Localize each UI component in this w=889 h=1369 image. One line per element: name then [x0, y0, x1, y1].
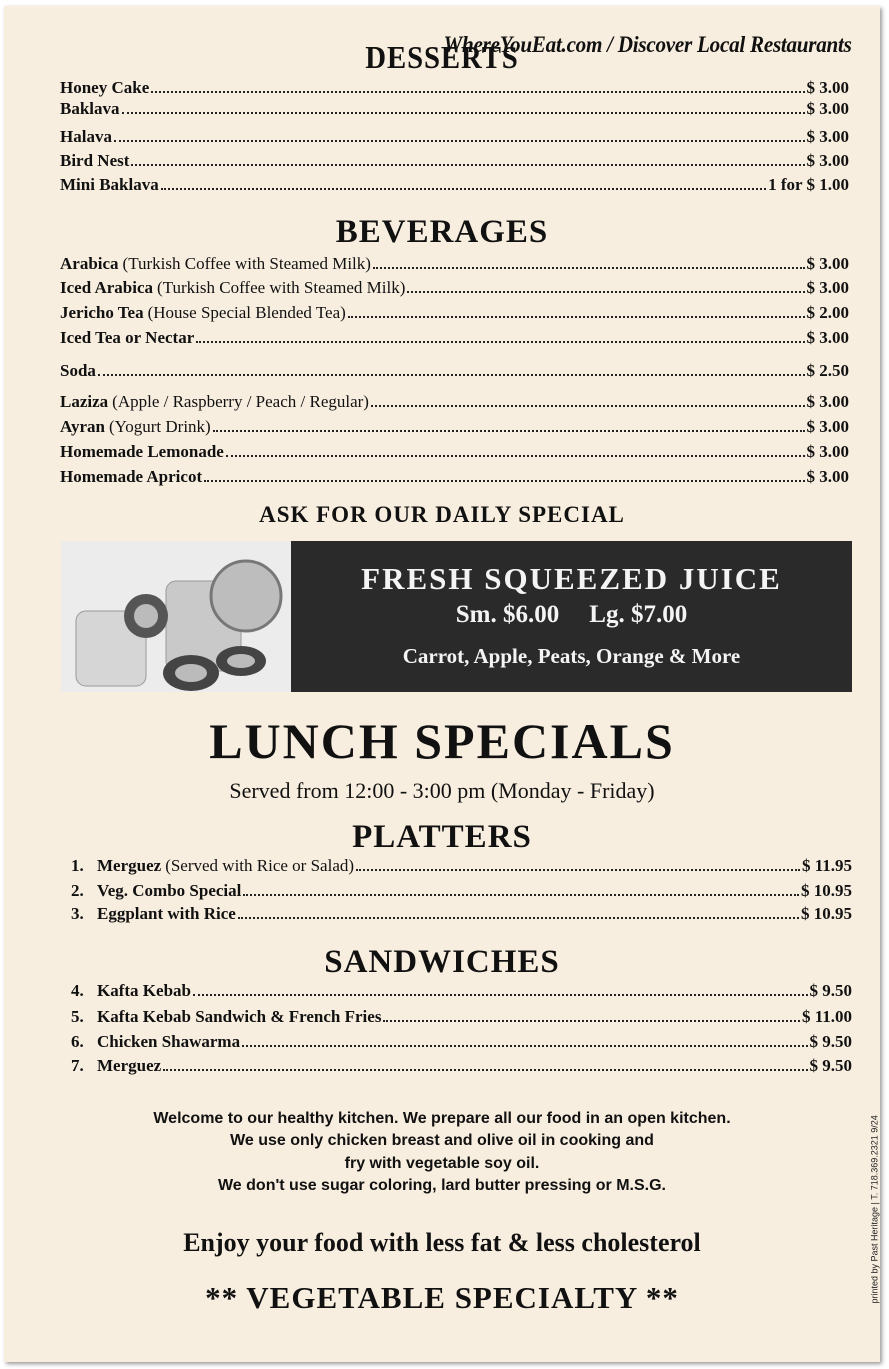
dot-leader: [204, 480, 804, 482]
item-name: Eggplant with Rice: [97, 904, 236, 923]
menu-item: [71, 1005, 852, 1027]
item-price: $ 3.00: [806, 127, 849, 146]
juice-large-price: Lg. $7.00: [589, 601, 688, 628]
item-price: $ 2.50: [806, 361, 849, 380]
lunch-served-hours: Served from 12:00 - 3:00 pm (Monday - Friday): [229, 778, 655, 803]
menu-item: [71, 902, 852, 924]
item-price: $ 3.00: [806, 392, 849, 411]
juice-fruit-illustration: [61, 541, 291, 692]
item-number: 2.: [71, 881, 84, 900]
item-description: (House Special Blended Tea): [147, 303, 346, 322]
enjoy-slogan: Enjoy your food with less fat & less cholesterol: [183, 1228, 701, 1257]
dot-leader: [226, 455, 805, 457]
item-name: Kafta Kebab: [97, 981, 191, 1000]
item-name: Arabica: [60, 254, 119, 273]
note-line: Welcome to our healthy kitchen. We prepare all our food in an open kitchen.: [153, 1110, 731, 1127]
item-price: $ 3.00: [806, 328, 849, 347]
item-name: Honey Cake: [60, 78, 150, 97]
dot-leader: [383, 1020, 800, 1022]
item-name: Homemade Lemonade: [60, 442, 224, 461]
item-number: 1.: [71, 856, 84, 875]
dot-leader: [356, 869, 800, 871]
item-name: Jericho Tea: [60, 303, 144, 322]
item-price: $ 3.00: [806, 442, 849, 461]
lunch-specials-heading: LUNCH SPECIALS: [209, 713, 675, 769]
dot-leader: [371, 405, 805, 407]
note-line: fry with vegetable soy oil.: [344, 1155, 540, 1172]
item-price: $ 11.95: [801, 856, 852, 875]
item-description: (Yogurt Drink): [109, 417, 211, 436]
item-description: (Turkish Coffee with Steamed Milk): [157, 278, 406, 297]
item-price: $ 9.50: [809, 1032, 852, 1051]
note-line: We use only chicken breast and olive oil in cooking and: [230, 1132, 654, 1149]
item-name: Kafta Kebab Sandwich & French Fries: [97, 1007, 382, 1026]
item-name: Ayran: [60, 417, 106, 436]
item-price: $ 3.00: [806, 254, 849, 273]
item-price: $ 3.00: [806, 99, 849, 118]
printer-credit: [862, 1086, 886, 1311]
item-description: (Apple / Raspberry / Peach / Regular): [112, 392, 369, 411]
juice-flavors: Carrot, Apple, Peats, Orange & More: [402, 644, 741, 668]
menu-item: [60, 415, 849, 437]
item-price: $ 10.95: [801, 904, 852, 923]
juice-title: FRESH SQUEEZED JUICE: [361, 561, 782, 596]
juice-banner: [61, 541, 852, 692]
menu-item: [60, 125, 849, 147]
item-number: 6.: [71, 1032, 84, 1051]
menu-item: [60, 149, 849, 171]
sandwiches-heading: SANDWICHES: [324, 944, 560, 980]
item-price: $ 10.95: [801, 881, 852, 900]
menu-item: [60, 252, 849, 274]
dot-leader: [151, 91, 804, 93]
item-number: 7.: [71, 1056, 84, 1075]
dot-leader: [163, 1069, 807, 1071]
menu-item: [60, 173, 849, 195]
dot-leader: [243, 894, 799, 896]
menu-item: [71, 879, 852, 901]
menu-item: [71, 1030, 852, 1052]
menu-item: [60, 359, 849, 381]
watermark: WhereYouEat.com / Discover Local Restaurants: [443, 32, 852, 57]
dot-leader: [373, 267, 805, 269]
item-price: $ 3.00: [806, 467, 849, 486]
item-number: 4.: [71, 981, 84, 1000]
item-number: 3.: [71, 904, 84, 923]
menu-item: [60, 326, 849, 348]
note-line: We don't use sugar coloring, lard butter pressing or M.S.G.: [217, 1177, 666, 1194]
dot-leader: [242, 1045, 807, 1047]
item-name: Bird Nest: [60, 151, 130, 170]
desserts-heading: DESSERTS: [365, 39, 519, 75]
item-number: 5.: [71, 1007, 84, 1026]
platters-heading: PLATTERS: [352, 819, 532, 855]
printer-credit-text: printed by Past Heritage | T. 718.369.2321 9/24: [869, 1115, 880, 1304]
dot-leader: [213, 430, 805, 432]
dot-leader: [131, 164, 804, 166]
item-name: Homemade Apricot: [60, 467, 203, 486]
item-name: Halava: [60, 127, 112, 146]
item-price: $ 3.00: [806, 278, 849, 297]
item-name: Baklava: [60, 99, 120, 118]
beverages-heading: BEVERAGES: [335, 214, 549, 250]
menu-item: [71, 854, 852, 876]
menu-item: [60, 390, 849, 412]
item-price: $ 3.00: [806, 417, 849, 436]
item-price: 1 for $ 1.00: [768, 175, 849, 194]
menu-item: [60, 276, 849, 298]
item-description: (Turkish Coffee with Steamed Milk): [122, 254, 371, 273]
vegetable-specialty-heading: ** VEGETABLE SPECIALTY **: [205, 1280, 679, 1315]
daily-special: ASK FOR OUR DAILY SPECIAL: [259, 502, 625, 527]
item-description: (Served with Rice or Salad): [165, 856, 355, 875]
menu-page: [4, 6, 880, 1362]
dot-leader: [238, 917, 799, 919]
menu-item: [60, 97, 849, 119]
menu-item: [71, 979, 852, 1001]
dot-leader: [407, 291, 804, 293]
item-name: Veg. Combo Special: [97, 881, 242, 900]
item-name: Merguez: [97, 856, 162, 875]
item-name: Laziza: [60, 392, 109, 411]
item-price: $ 11.00: [801, 1007, 852, 1026]
dot-leader: [122, 112, 805, 114]
item-name: Iced Arabica: [60, 278, 154, 297]
item-price: $ 3.00: [806, 78, 849, 97]
item-name: Iced Tea or Nectar: [60, 328, 195, 347]
dot-leader: [193, 994, 808, 996]
dot-leader: [114, 140, 805, 142]
item-price: $ 9.50: [809, 1056, 852, 1075]
menu-item: [60, 301, 849, 323]
item-name: Chicken Shawarma: [97, 1032, 241, 1051]
item-price: $ 2.00: [806, 303, 849, 322]
dot-leader: [348, 316, 805, 318]
juice-small-price: Sm. $6.00: [455, 601, 560, 628]
item-name: Mini Baklava: [60, 175, 159, 194]
menu-item: [60, 76, 849, 98]
item-price: $ 9.50: [809, 981, 852, 1000]
dot-leader: [161, 188, 766, 190]
menu-item: [71, 1054, 852, 1076]
item-name: Soda: [60, 361, 96, 380]
dot-leader: [98, 374, 805, 376]
menu-item: [60, 465, 849, 487]
menu-item: [60, 440, 849, 462]
item-name: Merguez: [97, 1056, 162, 1075]
item-price: $ 3.00: [806, 151, 849, 170]
dot-leader: [196, 341, 804, 343]
